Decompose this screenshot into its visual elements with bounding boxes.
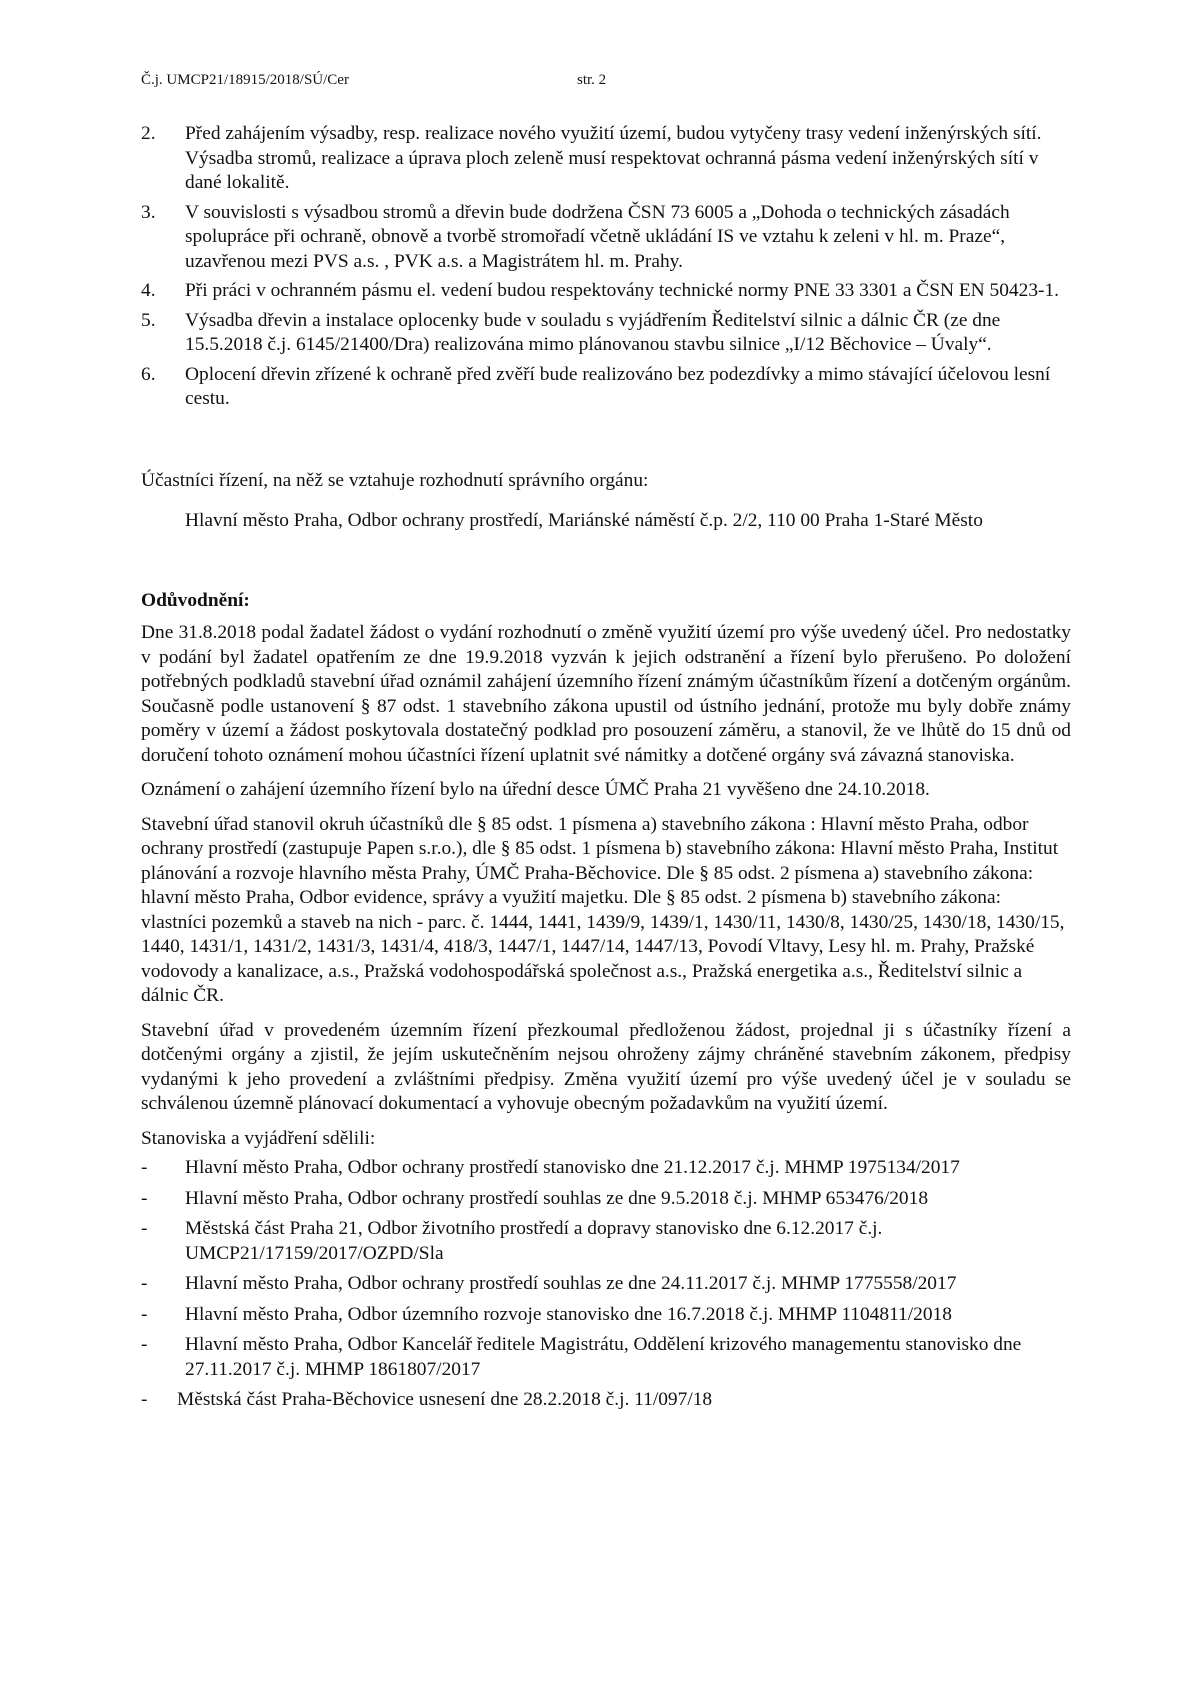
reasoning-paragraph: Oznámení o zahájení územního řízení bylo na úřední desce ÚMČ Praha 21 vyvěšeno dne 24.10.2018. — [141, 779, 930, 800]
condition-item: 6. Oplocení dřevin zřízené k ochraně před zvěří bude realizováno bez podezdívky a mimo stávající účelovou lesní cestu. — [141, 363, 1051, 409]
statement-item: - Hlavní město Praha, Odbor ochrany prostředí stanovisko dne 21.12.2017 č.j. MHMP 1975134/2017 — [141, 1157, 960, 1178]
page-number: str. 2 — [577, 72, 607, 88]
reasoning-paragraph: Stavební úřad stanovil okruh účastníků dle § 85 odst. 1 písmena a) stavebního zákona : Hlavní město Praha, odbor ochrany prostředí (zastupuje Papen s.r.o.), dle § 85 odst. 1 písmena b) stavebního zákona: Hlavní město Praha, Institut plánování a rozvoje hlavního města Prahy, ÚMČ Praha-Běchovice. Dle § 85 odst. 2 písmena a) stavebního zákona: hlavní město Praha, Odbor evidence, správy a využití majetku. Dle § 85 odst. 2 písmena b) stavebního zákona: vlastníci pozemků a staveb na nich - parc. č. 1444, 1441, 1439/9, 1439/1, 1430/11, 1430/8, 1430/25, 1430/18, 1430/15, 1440, 1431/1, 1431/2, 1431/3, 1431/4, 418/3, 1447/1, 1447/14, 1447/13, Povodí Vltavy, Lesy hl. m. Prahy, Pražské vodovody a kanalizace, a.s., Pražská vodohospodářská společnost a.s., Pražská energetika a.s., Ředitelství silnic a dálnic ČR. — [141, 813, 1065, 1006]
statement-item: - Hlavní město Praha, Odbor ochrany prostředí souhlas ze dne 24.11.2017 č.j. MHMP 1775558/2017 — [141, 1273, 957, 1294]
page-header — [141, 70, 606, 90]
participant-entry: Hlavní město Praha, Odbor ochrany prostředí, Mariánské náměstí č.p. 2/2, 110 00 Praha 1-Staré Město — [185, 510, 983, 531]
conditions-list — [141, 122, 1071, 412]
reasoning-heading: Odůvodnění: — [141, 589, 250, 611]
document-body — [141, 122, 1071, 1419]
condition-item: 3. V souvislosti s výsadbou stromů a dřevin bude dodržena ČSN 73 6005 a „Dohoda o technických zásadách spolupráce při ochraně, obnově a tvorbě stromořadí včetně ukládání IS ve vztahu k zeleni v hl. m. Praze“, uzavřenou mezi PVS a.s. , PVK a.s. a Magistrátem hl. m. Prahy. — [141, 201, 1010, 272]
reasoning-paragraph: Dne 31.8.2018 podal žadatel žádost o vydání rozhodnutí o změně využití území pro výše uvedený účel. Pro nedostatky v podání byl žadatel opatřením ze dne 19.9.2018 vyzván k jejich odstranění a řízení bylo přerušeno. Po doložení potřebných podkladů stavební úřad oznámil zahájení územního řízení známým účastníkům řízení a dotčeným orgánům. Současně podle ustanovení § 87 odst. 1 stavebního zákona upustil od ústního jednání, protože mu byly dobře známy poměry v území a žádost poskytovala dostatečný podklad pro posouzení záměru, a stanovil, že ve lhůtě do 15 dnů od doručení tohoto oznámení mohou účastníci řízení uplatnit své námitky a dotčené orgány svá závazná stanoviska. — [141, 622, 1071, 766]
condition-item: 5. Výsadba dřevin a instalace oplocenky bude v souladu s vyjádřením Ředitelství silnic a dálnic ČR (ze dne 15.5.2018 č.j. 6145/21400/Dra) realizována mimo plánovanou stavbu silnice „I/12 Běchovice – Úvaly“. — [141, 309, 1001, 355]
reference-number: Č.j. UMCP21/18915/2018/SÚ/Cer — [141, 72, 349, 88]
statements-list — [141, 1156, 1071, 1413]
statement-item: - Městská část Praha-Běchovice usnesení dne 28.2.2018 č.j. 11/097/18 — [141, 1389, 713, 1410]
condition-item: 2. Před zahájením výsadby, resp. realizace nového využití území, budou vytyčeny trasy vedení inženýrských sítí. Výsadba stromů, realizace a úprava ploch zeleně musí respektovat ochranná pásma vedení inženýrských sítí v dané lokalitě. — [141, 123, 1042, 193]
statement-item: - Hlavní město Praha, Odbor územního rozvoje stanovisko dne 16.7.2018 č.j. MHMP 1104811/2018 — [141, 1303, 952, 1325]
statement-item: - Hlavní město Praha, Odbor ochrany prostředí souhlas ze dne 9.5.2018 č.j. MHMP 653476/2018 — [141, 1187, 929, 1209]
statement-item: - Městská část Praha 21, Odbor životního prostředí a dopravy stanovisko dne 6.12.2017 č.j. UMCP21/17159/2017/OZPD/Sla — [141, 1218, 883, 1264]
statement-item: - Hlavní město Praha, Odbor Kancelář ředitele Magistrátu, Oddělení krizového managementu stanovisko dne 27.11.2017 č.j. MHMP 1861807/2017 — [141, 1334, 1022, 1380]
condition-item: 4. Při práci v ochranném pásmu el. vedení budou respektovány technické normy PNE 33 3301 a ČSN EN 50423-1. — [141, 280, 1060, 301]
statements-lead: Stanoviska a vyjádření sdělili: — [141, 1127, 376, 1149]
reasoning-paragraph: Stavební úřad v provedeném územním řízení přezkoumal předloženou žádost, projednal ji s účastníky řízení a dotčenými orgány a zjistil, že jejím uskutečněním nejsou ohroženy zájmy chráněné stavebním zákonem, předpisy vydanými k jeho provedení a zvláštními předpisy. Změna využití území pro výše uvedený účel je v souladu se schválenou územně plánovací dokumentací a vyhovuje obecným požadavkům na využití území. — [141, 1019, 1071, 1114]
participants-label: Účastníci řízení, na něž se vztahuje rozhodnutí správního orgánu: — [141, 469, 649, 491]
